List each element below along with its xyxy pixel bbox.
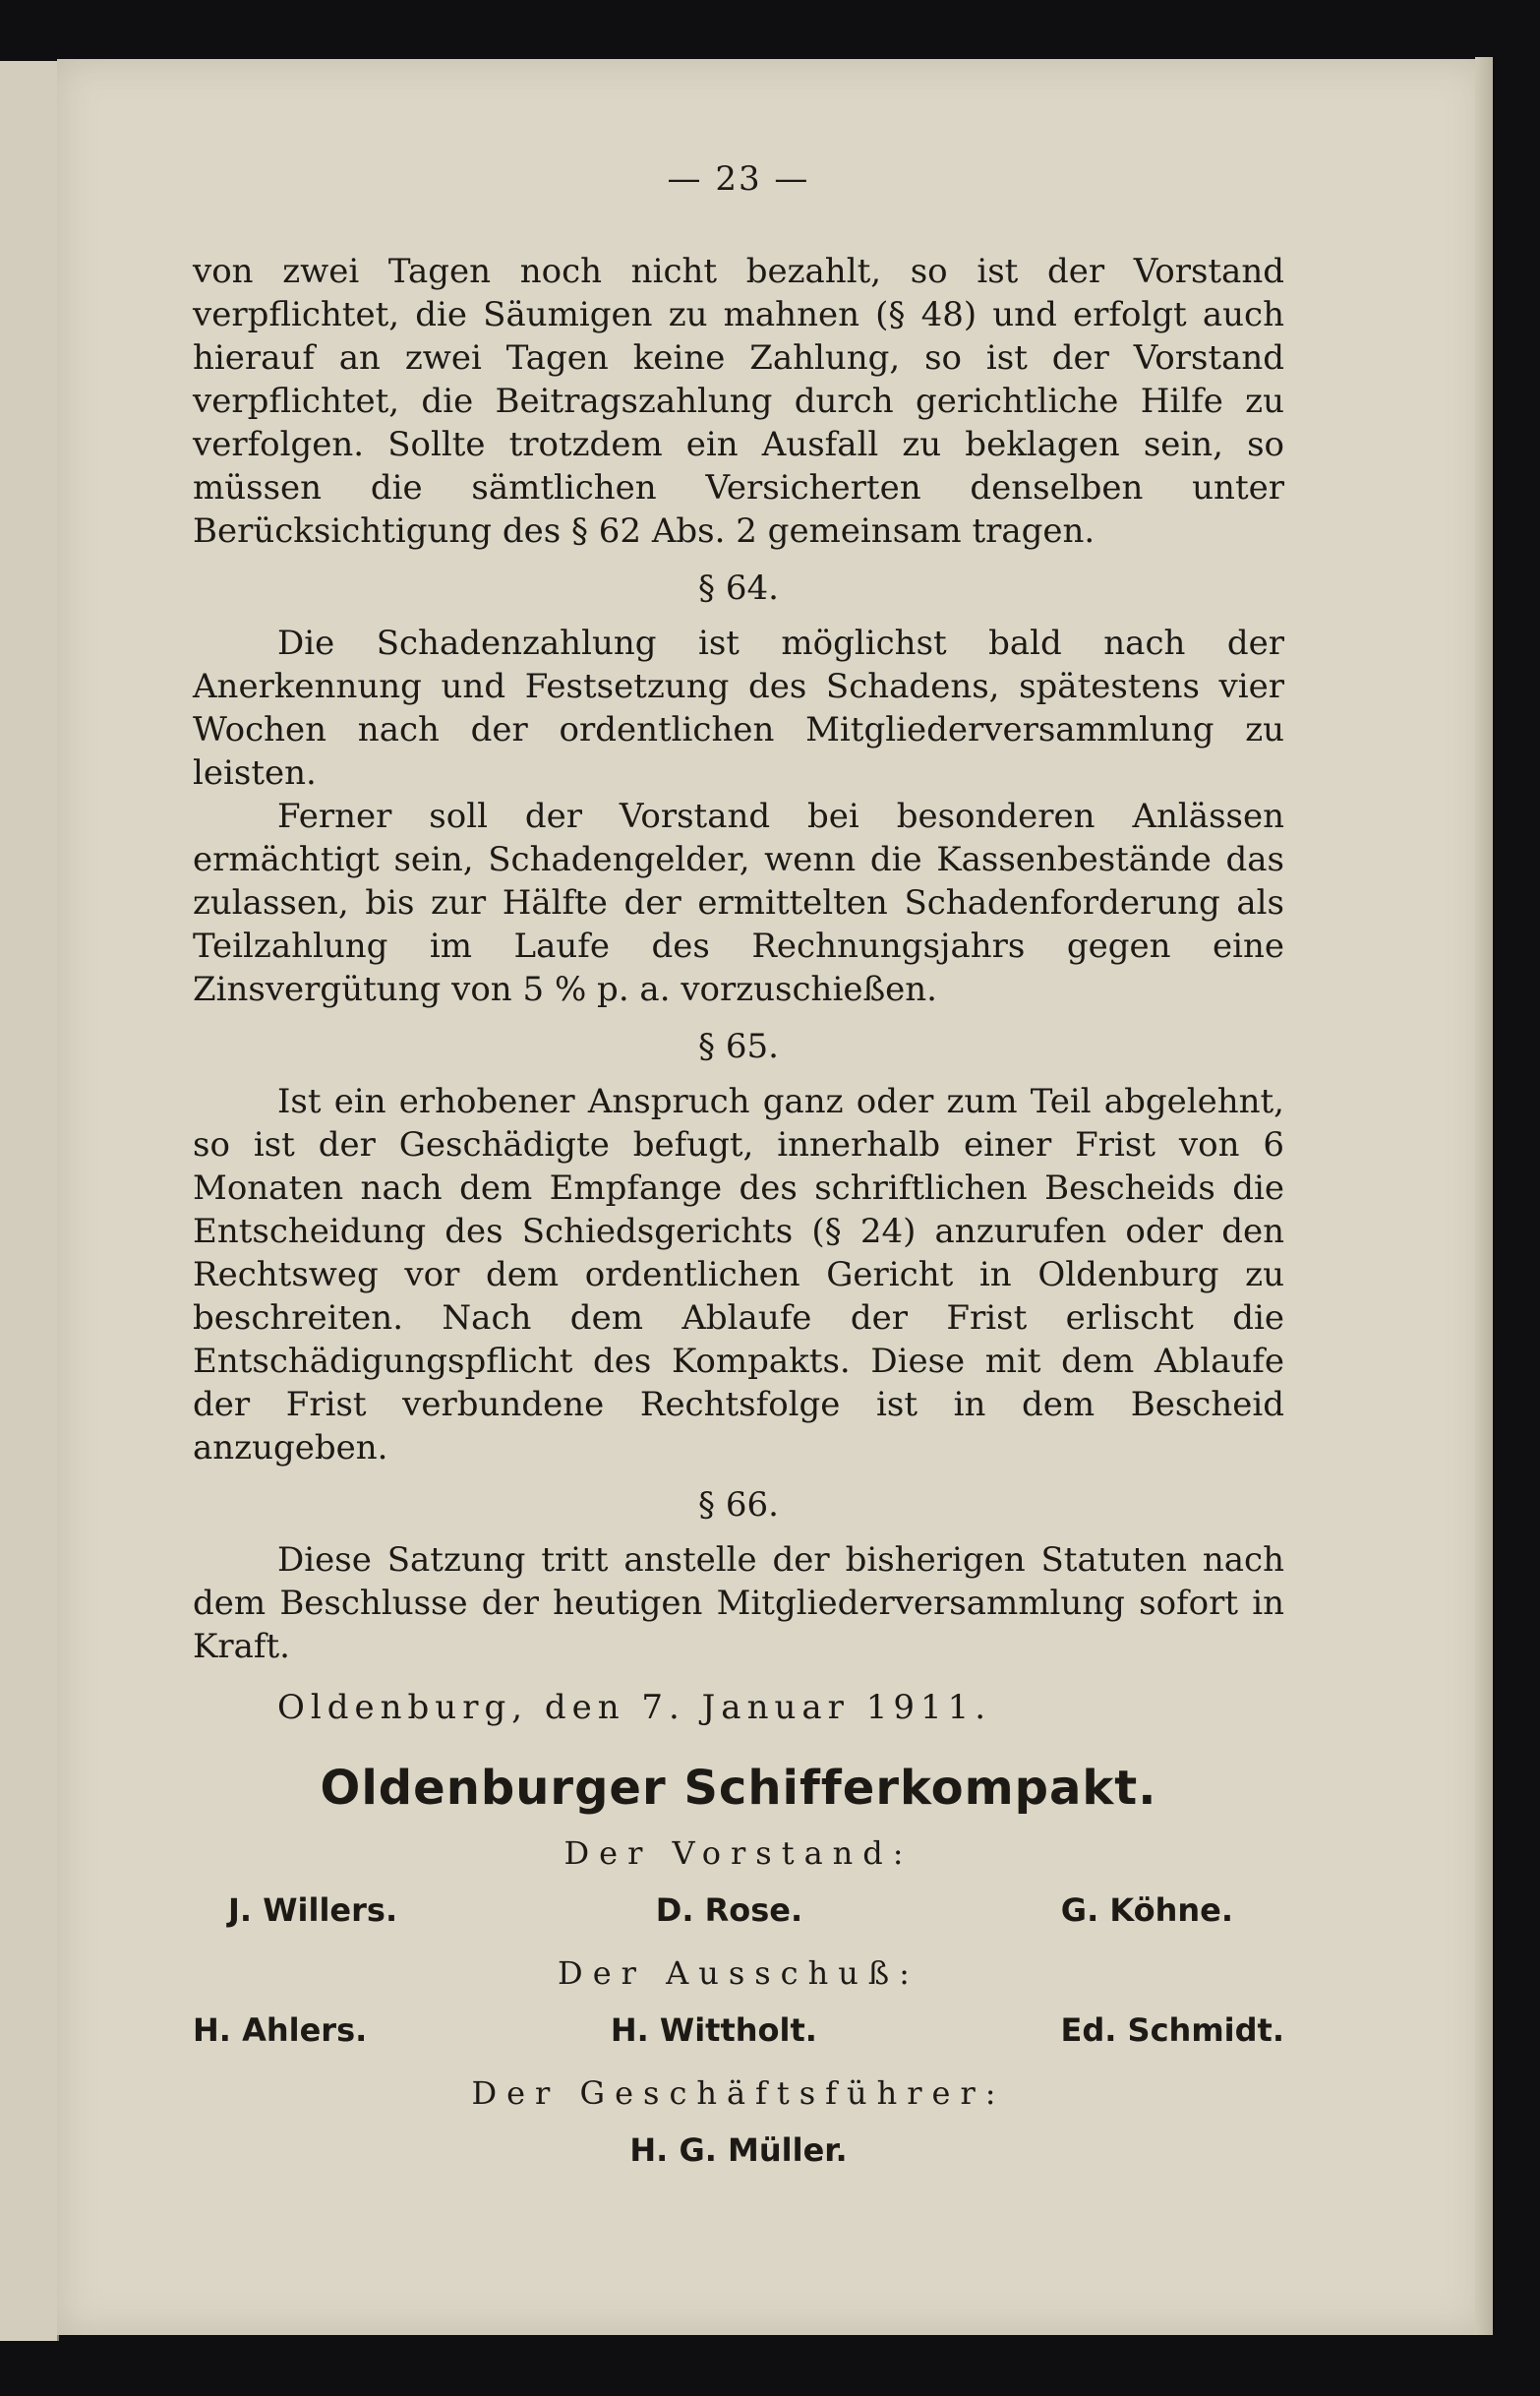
paragraph-66: Diese Satzung tritt anstelle der bisherigen Statuten nach dem Beschlusse der heutigen Mitgliederversammlung sofort in Kraft. [193,1540,1284,1666]
ausschuss-name: Ed. Schmidt. [1060,2011,1284,2049]
geschaeftsfuehrer-label: Der Geschäftsführer: [471,2074,1006,2112]
ausschuss-name: H. Wittholt. [610,2011,817,2049]
page-right-edge [1475,57,1493,2335]
facing-page-edge [0,61,59,2341]
vorstand-name: D. Rose. [655,1891,803,1929]
paragraph-64-1: Die Schadenzahlung ist möglichst bald nach der Anerkennung und Festsetzung des Schadens, spätestens vier Wochen nach der ordentlichen Mitgliederversammlung zu leisten. [193,624,1284,793]
section-64-heading: § 64. [698,569,779,608]
geschaeftsfuehrer-name: H. G. Müller. [629,2131,848,2169]
vorstand-names [193,1888,1284,1932]
section-66-heading: § 66. [698,1485,779,1525]
vorstand-label: Der Vorstand: [563,1834,914,1872]
paragraph-64-2: Ferner soll der Vorstand bei besonderen Anlässen ermächtigt sein, Schadengelder, wenn die Kassenbestände das zulassen, bis zur Hälfte der ermittelten Schadenforderung als Teilzahlung im Laufe des Rechnungsjahrs gegen eine Zinsvergütung von 5 % p. a. vorzuschießen. [193,797,1284,1009]
ausschuss-label: Der Ausschuß: [558,1954,919,1992]
ausschuss-names [193,2008,1284,2052]
vorstand-name: G. Köhne. [1060,1891,1233,1929]
place-date: Oldenburg, den 7. Januar 1911. [277,1688,992,1727]
paragraph-continuation: von zwei Tagen noch nicht bezahlt, so ist der Vorstand verpflichtet, die Säumigen zu mahnen (§ 48) und erfolgt auch hierauf an zwei Tagen keine Zahlung, so ist der Vorstand verpflichtet, die Beitragszahlung durch gerichtliche Hilfe zu verfolgen. Sollte trotzdem ein Ausfall zu beklagen sein, so müssen die sämtlichen Versicherten denselben unter Berücksichtigung des § 62 Abs. 2 gemeinsam tragen. [193,252,1284,551]
paragraph-65: Ist ein erhobener Anspruch ganz oder zum Teil abgelehnt, so ist der Geschädigte befugt, innerhalb einer Frist von 6 Monaten nach dem Empfange des schriftlichen Bescheids die Entscheidung des Schiedsgerichts (§ 24) anzurufen oder den Rechtsweg vor dem ordentlichen Gericht in Oldenburg zu beschreiten. Nach dem Ablaufe der Frist erlischt die Entschädigungspflicht des Kompakts. Diese mit dem Ablaufe der Frist verbundene Rechtsfolge ist in dem Bescheid anzugeben. [193,1082,1284,1468]
section-65-heading: § 65. [698,1027,779,1066]
page-number: — 23 — [667,159,810,199]
organization-name: Oldenburger Schifferkompakt. [320,1761,1157,1816]
vorstand-name: J. Willers. [228,1891,398,1929]
page-content [193,157,1284,2172]
ausschuss-name: H. Ahlers. [193,2011,368,2049]
